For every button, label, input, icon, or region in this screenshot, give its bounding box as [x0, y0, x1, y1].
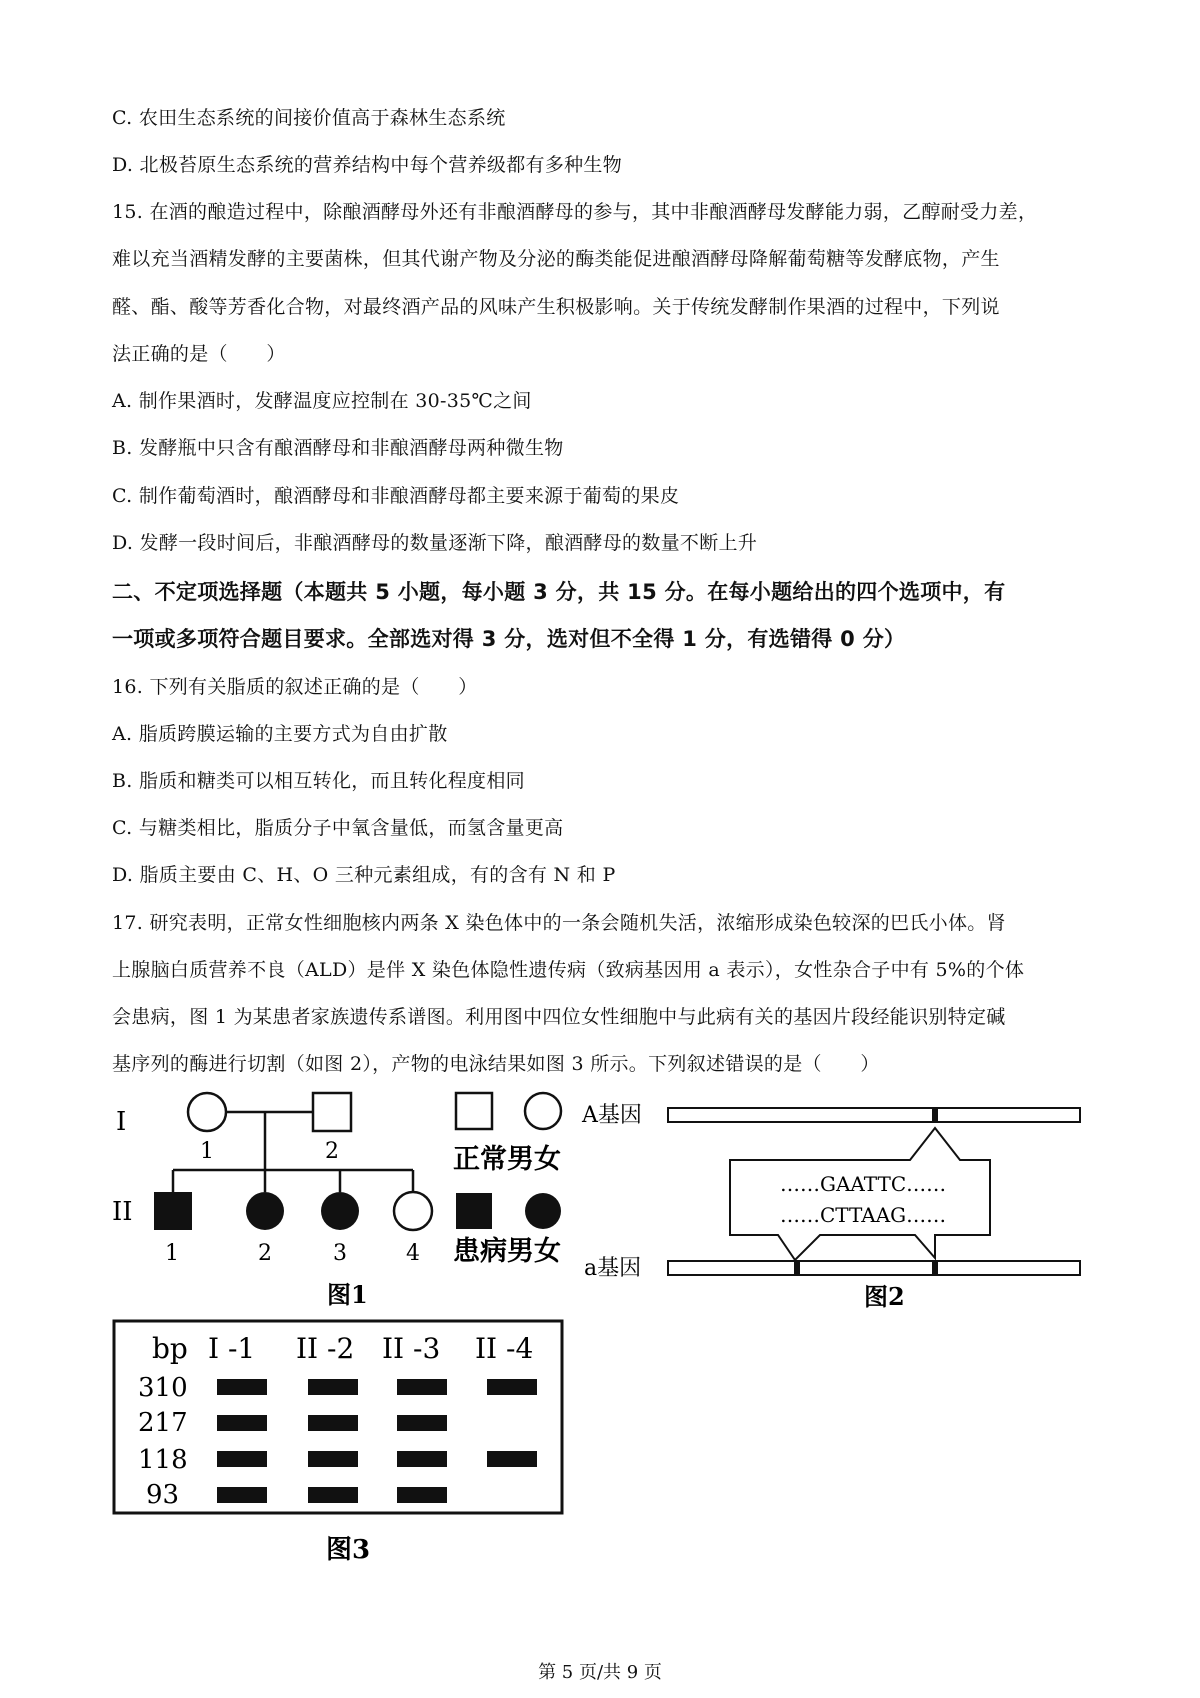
- figure-3-electrophoresis: [100, 1318, 580, 1578]
- option-14d: D. 北极苔原生态系统的营养结构中每个营养级都有多种生物: [112, 154, 623, 176]
- lane-label-ii2: II -2: [296, 1332, 355, 1365]
- gene-a-lower-label: a基因: [584, 1256, 642, 1281]
- gene-a-upper-bar: [668, 1108, 1080, 1122]
- sequence-bottom-strand: ……CTTAAG……: [780, 1203, 947, 1227]
- size-93: 93: [146, 1480, 180, 1510]
- option-16d: D. 脂质主要由 C、H、O 三种元素组成，有的含有 N 和 P: [112, 864, 616, 886]
- band-ii3-118: [397, 1451, 447, 1467]
- question-17-line4: 基序列的酶进行切割（如图 2），产物的电泳结果如图 3 所示。下列叙述错误的是（ ）: [112, 1053, 880, 1075]
- gene-a-lower-bar: [668, 1261, 1080, 1275]
- option-16c: C. 与糖类相比，脂质分子中氧含量低，而氢含量更高: [112, 817, 564, 839]
- option-15b: B. 发酵瓶中只含有酿酒酵母和非酿酒酵母两种微生物: [112, 437, 564, 459]
- option-15d: D. 发酵一段时间后，非酿酒酵母的数量逐渐下降，酿酒酵母的数量不断上升: [112, 532, 758, 554]
- question-17-line3: 会患病，图 1 为某患者家族遗传系谱图。利用图中四位女性细胞中与此病有关的基因片段经能识别特定碱: [112, 1006, 1006, 1028]
- individual-ii4-normal-female: [394, 1192, 432, 1230]
- individual-i1-number: 1: [200, 1139, 214, 1164]
- band-ii3-93: [397, 1487, 447, 1503]
- figure-2-restriction-sites: [580, 1098, 1100, 1308]
- figure-1-pedigree: [100, 1090, 600, 1310]
- gene-a-upper-label: A基因: [582, 1103, 642, 1128]
- band-ii2-118: [308, 1451, 358, 1467]
- question-17-line2: 上腺脑白质营养不良（ALD）是伴 X 染色体隐性遗传病（致病基因用 a 表示），女性杂合子中有 5%的个体: [112, 959, 1025, 981]
- size-310: 310: [138, 1373, 188, 1403]
- size-118: 118: [138, 1445, 188, 1475]
- legend-normal-label: 正常男女: [453, 1144, 561, 1175]
- question-15-line3: 醛、酯、酸等芳香化合物，对最终酒产品的风味产生积极影响。关于传统发酵制作果酒的过程中，下列说: [112, 296, 1000, 318]
- legend-normal-male-icon: [456, 1093, 492, 1129]
- band-ii2-217: [308, 1415, 358, 1431]
- question-16-stem: 16. 下列有关脂质的叙述正确的是（ ）: [112, 676, 478, 698]
- question-15-line2: 难以充当酒精发酵的主要菌株，但其代谢产物及分泌的酶类能促进酿酒酵母降解葡萄糖等发酵底物，产生: [112, 248, 1000, 270]
- generation-1-label: I: [116, 1107, 127, 1137]
- gene-a-lower-cut-site-2: [932, 1260, 938, 1276]
- lane-label-ii3: II -3: [382, 1332, 441, 1365]
- question-17-line1: 17. 研究表明，正常女性细胞核内两条 X 染色体中的一条会随机失活，浓缩形成染色较深的巴氏小体。肾: [112, 912, 1006, 934]
- option-15a: A. 制作果酒时，发酵温度应控制在 30-35℃之间: [112, 390, 532, 412]
- legend-affected-label: 患病男女: [453, 1236, 561, 1267]
- individual-ii4-number: 4: [406, 1241, 420, 1266]
- option-16a: A. 脂质跨膜运输的主要方式为自由扩散: [112, 723, 448, 745]
- band-i1-217: [217, 1415, 267, 1431]
- figure-3-caption: 图3: [326, 1535, 371, 1565]
- band-ii4-310: [487, 1379, 537, 1395]
- figure-2-caption: 图2: [864, 1282, 905, 1308]
- band-ii4-118: [487, 1451, 537, 1467]
- question-15-line1: 15. 在酒的酿造过程中，除酿酒酵母外还有非酿酒酵母的参与，其中非酿酒酵母发酵能力弱，乙醇耐受力差，: [112, 201, 1038, 223]
- gene-a-upper-cut-site: [932, 1107, 938, 1123]
- generation-2-label: II: [112, 1197, 133, 1227]
- size-217: 217: [138, 1408, 188, 1438]
- section-heading-line1: 二、不定项选择题（本题共 5 小题，每小题 3 分，共 15 分。在每小题给出的四个选项中，有: [112, 580, 1006, 604]
- lane-label-ii4: II -4: [475, 1332, 534, 1365]
- individual-i2-normal-male: [313, 1093, 351, 1131]
- individual-ii2-number: 2: [258, 1241, 272, 1266]
- band-ii2-310: [308, 1379, 358, 1395]
- individual-ii1-number: 1: [165, 1241, 179, 1266]
- individual-ii2-affected-female: [246, 1192, 284, 1230]
- option-16b: B. 脂质和糖类可以相互转化，而且转化程度相同: [112, 770, 525, 792]
- individual-i2-number: 2: [325, 1139, 339, 1164]
- gene-a-lower-cut-site-1: [794, 1260, 800, 1276]
- sequence-top-strand: ……GAATTC……: [780, 1172, 947, 1196]
- lane-label-i1: I -1: [208, 1332, 256, 1365]
- section-heading-line2: 一项或多项符合题目要求。全部选对得 3 分，选对但不全得 1 分，有选错得 0 分）: [112, 627, 906, 651]
- individual-i1-normal-female: [188, 1093, 226, 1131]
- legend-affected-female-icon: [525, 1193, 561, 1229]
- bp-label: bp: [152, 1332, 188, 1365]
- individual-ii3-number: 3: [333, 1241, 347, 1266]
- band-ii2-93: [308, 1487, 358, 1503]
- option-14c: C. 农田生态系统的间接价值高于森林生态系统: [112, 107, 506, 129]
- individual-ii3-affected-female: [321, 1192, 359, 1230]
- legend-normal-female-icon: [525, 1093, 561, 1129]
- band-i1-118: [217, 1451, 267, 1467]
- option-15c: C. 制作葡萄酒时，酿酒酵母和非酿酒酵母都主要来源于葡萄的果皮: [112, 485, 680, 507]
- legend-affected-male-icon: [456, 1193, 492, 1229]
- band-i1-93: [217, 1487, 267, 1503]
- band-i1-310: [217, 1379, 267, 1395]
- individual-ii1-affected-male: [154, 1192, 192, 1230]
- band-ii3-310: [397, 1379, 447, 1395]
- page-footer: 第 5 页/共 9 页: [538, 1662, 662, 1683]
- band-ii3-217: [397, 1415, 447, 1431]
- question-15-line4: 法正确的是（ ）: [112, 343, 286, 365]
- figure-1-caption: 图1: [327, 1280, 368, 1309]
